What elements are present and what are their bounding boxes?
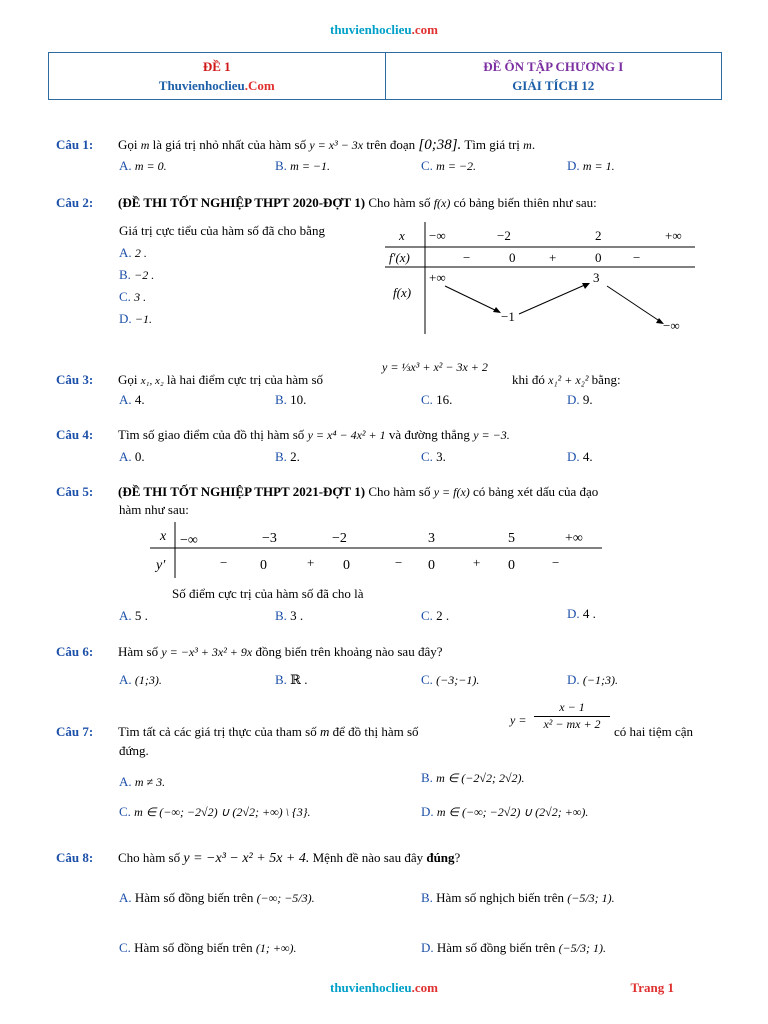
- q2-table-sign-2: 0: [509, 250, 516, 265]
- exam-number: ĐỀ 1: [202, 59, 231, 74]
- q4-option-b[interactable]: B. 2.: [275, 449, 300, 464]
- q7-text-cont: đứng.: [119, 743, 149, 758]
- q3-text: khi đó x₁² + x₂² bằng:: [512, 372, 621, 387]
- q5-option-c[interactable]: C. 2 .: [421, 608, 450, 623]
- q4-option-d[interactable]: D. 4.: [567, 449, 593, 464]
- sign-table-q5: [150, 522, 602, 578]
- q7-fraction: x − 1 x² − mx + 2: [534, 700, 610, 732]
- header-subtitle: GIẢI TÍCH 12: [512, 78, 595, 93]
- q2-table-x-neg2: −2: [497, 228, 511, 243]
- q2-table-x-pos-inf: +∞: [665, 228, 682, 243]
- q5-table-sign-5: −: [395, 555, 403, 570]
- q3-option-d[interactable]: D. 9.: [567, 392, 593, 407]
- q2-table-arrowhead-1: [493, 307, 501, 313]
- q2-subquestion: Giá trị cực tiểu của hàm số đã cho bằng: [119, 223, 325, 238]
- q5-table-sign-6: 0: [428, 558, 435, 573]
- question-1: Câu 1: Gọi m là giá trị nhỏ nhất của hàm số y = x³ − 3x trên đoạn [0;38]. Tìm giá trị m.: [56, 137, 536, 153]
- q5-option-b[interactable]: B. 3 .: [275, 608, 304, 623]
- q2-table-peak: 3: [593, 270, 600, 285]
- q5-table-sign-9: −: [552, 555, 560, 570]
- q2-table-fprime-label: f′(x): [389, 250, 410, 265]
- question-5: Câu 5: (ĐỀ THI TỐT NGHIỆP THPT 2021-ĐỢT 1) Cho hàm số y = f(x) có bảng xét dấu của đạo: [56, 484, 599, 499]
- q7-y-equals: y =: [510, 713, 527, 727]
- q1-option-c[interactable]: C. m = −2.: [421, 158, 477, 173]
- q5-table-sign-2: 0: [260, 558, 267, 573]
- q2-table-x-label: x: [399, 228, 405, 243]
- q5-table-x-1: −∞: [180, 533, 198, 548]
- q1-option-a[interactable]: A. m = 0.: [119, 158, 167, 173]
- question-3: Câu 3: Gọi x₁, x₂ là hai điểm cực trị của hàm số: [56, 372, 324, 387]
- q3-option-a[interactable]: A. 4.: [119, 392, 145, 407]
- q2-table-sign-4: 0: [595, 250, 602, 265]
- q5-table-sign-8: 0: [508, 558, 515, 573]
- q7-text-right: có hai tiệm cận: [614, 724, 694, 739]
- q2-table-sign-1: −: [463, 250, 471, 265]
- question-7: Câu 7: Tìm tất cả các giá trị thực của tham số m để đồ thị hàm số: [56, 724, 419, 739]
- q5-table-x-label: x: [160, 529, 167, 544]
- q5-table-x-6: +∞: [565, 531, 583, 546]
- q5-table-x-3: −2: [332, 531, 347, 546]
- question-2: Câu 2: (ĐỀ THI TỐT NGHIỆP THPT 2020-ĐỢT 1) Cho hàm số f(x) có bảng biến thiên như sau:: [56, 195, 597, 210]
- q2-option-b[interactable]: B. −2 .: [119, 267, 155, 282]
- q3-option-b[interactable]: B. 10.: [275, 392, 307, 407]
- q2-table-arrow-down-2: [607, 286, 661, 322]
- q2-table-x-neg-inf: −∞: [429, 228, 446, 243]
- question-6: Câu 6: Hàm số y = −x³ + 3x² + 9x đồng biến trên khoảng nào sau đây?: [56, 644, 443, 659]
- q2-table-arrow-down-1: [445, 286, 499, 312]
- header-left: [49, 53, 386, 99]
- page-number: Trang 1: [630, 980, 674, 995]
- q1-option-b[interactable]: B. m = −1.: [275, 158, 331, 173]
- q2-table-bottom: −1: [501, 309, 515, 324]
- top-site-link-main: thuvienhoclieu: [330, 22, 412, 37]
- q7-option-d[interactable]: D. m ∈ (−∞; −2√2) ∪ (2√2; +∞).: [421, 804, 589, 819]
- q5-option-d[interactable]: D. 4 .: [567, 606, 596, 621]
- footer-site-link[interactable]: thuvienhoclieu.com: [330, 980, 438, 995]
- q2-option-c[interactable]: C. 3 .: [119, 289, 147, 304]
- q8-option-d[interactable]: D. Hàm số đồng biến trên (−5/3; 1).: [421, 940, 606, 955]
- q6-option-c[interactable]: C. (−3;−1).: [421, 672, 480, 687]
- q8-option-c[interactable]: C. Hàm số đồng biến trên (1; +∞).: [119, 940, 297, 955]
- header-right: [386, 53, 722, 99]
- q2-table-end: −∞: [663, 318, 680, 333]
- q5-subquestion: Số điểm cực trị của hàm số đã cho là: [172, 586, 364, 601]
- header-site: Thuvienhoclieu.Com: [158, 78, 275, 93]
- q5-table-x-5: 5: [508, 531, 515, 546]
- q8-option-b[interactable]: B. Hàm số nghịch biến trên (−5/3; 1).: [421, 890, 615, 905]
- q7-option-a[interactable]: A. m ≠ 3.: [119, 774, 166, 789]
- q5-table-x-2: −3: [262, 531, 277, 546]
- q6-option-b[interactable]: B. ℝ .: [275, 672, 308, 687]
- variation-table-q2: [385, 222, 695, 336]
- q5-table-sign-3: +: [307, 555, 315, 570]
- q5-text-cont: hàm như sau:: [119, 502, 189, 517]
- q2-table-sign-5: −: [633, 250, 641, 265]
- q7-option-c[interactable]: C. m ∈ (−∞; −2√2) ∪ (2√2; +∞) \ {3}.: [119, 804, 311, 819]
- q2-option-a[interactable]: A. 2 .: [119, 245, 147, 260]
- top-site-link-ext: .com: [411, 22, 438, 37]
- q5-table-sign-7: +: [473, 555, 481, 570]
- q4-option-a[interactable]: A. 0.: [119, 449, 145, 464]
- q2-table-top-left: +∞: [429, 270, 446, 285]
- q2-option-d[interactable]: D. −1.: [119, 311, 152, 326]
- question-4: Câu 4: Tìm số giao điểm của đồ thị hàm số y = x⁴ − 4x² + 1 và đường thẳng y = −3.: [56, 427, 510, 442]
- q7-option-b[interactable]: B. m ∈ (−2√2; 2√2).: [421, 770, 525, 785]
- q2-table-sign-3: +: [549, 250, 557, 265]
- q1-option-d[interactable]: D. m = 1.: [567, 158, 615, 173]
- header-title: ĐỀ ÔN TẬP CHƯƠNG I: [483, 59, 624, 74]
- q2-table-arrow-up: [519, 284, 587, 314]
- q6-option-a[interactable]: A. (1;3).: [119, 672, 162, 687]
- top-site-link[interactable]: [0, 22, 768, 38]
- q2-table-f-label: f(x): [393, 285, 412, 300]
- q5-table-yp-label: y′: [156, 558, 166, 573]
- q5-option-a[interactable]: A. 5 .: [119, 608, 148, 623]
- q2-table-x-2: 2: [595, 228, 602, 243]
- q4-option-c[interactable]: C. 3.: [421, 449, 446, 464]
- question-8: Câu 8: Cho hàm số y = −x³ − x² + 5x + 4. Mệnh đề nào sau đây đúng?: [56, 850, 461, 866]
- header-box: [48, 52, 722, 100]
- q6-option-d[interactable]: D. (−1;3).: [567, 672, 618, 687]
- q5-table-sign-1: −: [220, 555, 228, 570]
- q5-table-x-4: 3: [428, 531, 435, 546]
- q3-function: y = ⅓x³ + x² − 3x + 2: [382, 360, 488, 374]
- q8-option-a[interactable]: A. Hàm số đồng biến trên (−∞; −5/3).: [119, 890, 315, 905]
- q3-option-c[interactable]: C. 16.: [421, 392, 453, 407]
- q5-table-sign-4: 0: [343, 558, 350, 573]
